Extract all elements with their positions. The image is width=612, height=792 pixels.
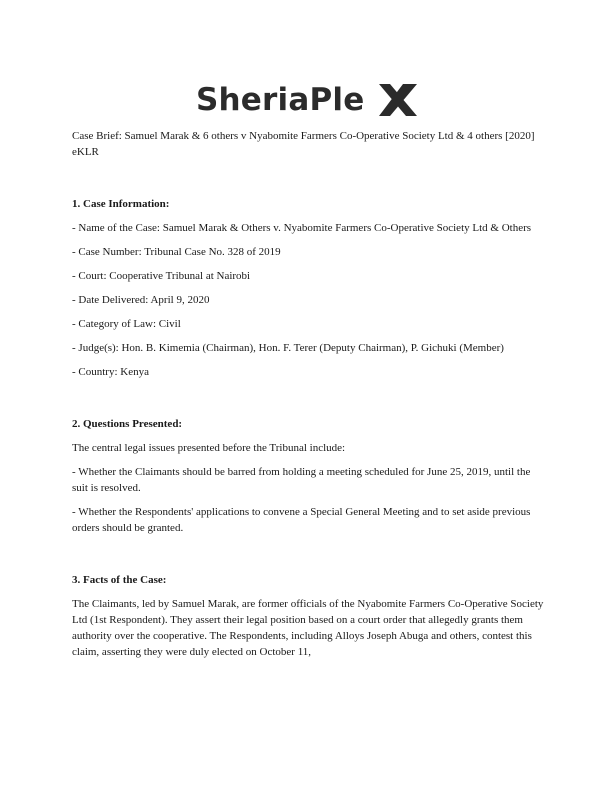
case-info-item-judges: - Judge(s): Hon. B. Kimemia (Chairman), Hon. F. Terer (Deputy Chairman), P. Gichuki (Member) <box>72 342 504 354</box>
question-item-2: - Whether the Respondents' applications to convene a Special General Meeting and to set aside previous orders should be granted. <box>72 506 531 534</box>
section-heading-questions: 2. Questions Presented: <box>72 418 183 430</box>
question-item-1: - Whether the Claimants should be barred from holding a meeting scheduled for June 25, 2019, until the suit is resolved. <box>72 466 531 494</box>
sheriaplex-logo <box>196 78 418 122</box>
case-brief-title: Case Brief: Samuel Marak & 6 others v Nyabomite Farmers Co-Operative Society Ltd & 4 others [2020] eKLR <box>72 130 535 158</box>
facts-body: The Claimants, led by Samuel Marak, are former officials of the Nyabomite Farmers Co-Operative Society Ltd (1st Respondent). They assert their legal position based on a court order that allegedly grants them authority over the cooperative. The Respondents, including Alloys Joseph Abuga and others, contest this claim, asserting they were duly elected on October 11, <box>72 598 544 658</box>
logo-x-mark <box>377 82 419 118</box>
questions-intro: The central legal issues presented before the Tribunal include: <box>72 442 346 454</box>
case-info-item-date: - Date Delivered: April 9, 2020 <box>72 294 210 306</box>
case-info-item-number: - Case Number: Tribunal Case No. 328 of 2019 <box>72 246 281 258</box>
case-info-item-name: - Name of the Case: Samuel Marak & Others v. Nyabomite Farmers Co-Operative Society Ltd & Others <box>72 222 532 234</box>
case-info-item-court: - Court: Cooperative Tribunal at Nairobi <box>72 270 251 282</box>
section-heading-case-information: 1. Case Information: <box>72 198 170 210</box>
logo-wordmark: SheriaPle <box>196 82 365 118</box>
case-info-item-country: - Country: Kenya <box>72 366 149 378</box>
section-heading-facts: 3. Facts of the Case: <box>72 574 167 586</box>
case-brief-content <box>72 128 546 668</box>
case-info-item-category: - Category of Law: Civil <box>72 318 181 330</box>
